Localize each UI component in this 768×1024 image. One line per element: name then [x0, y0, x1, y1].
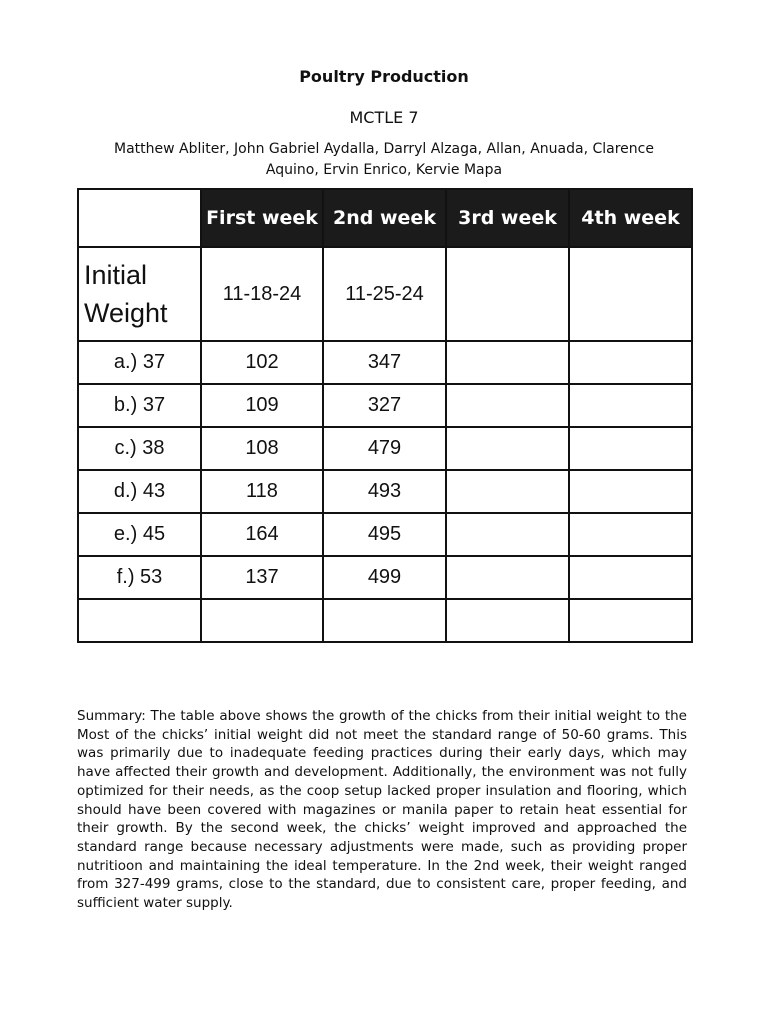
header-3rd-week: 3rd week — [446, 189, 569, 247]
table-cell: c.) 38 — [78, 427, 201, 470]
table-cell: 327 — [323, 384, 446, 427]
table-cell — [569, 599, 692, 642]
table-cell — [569, 513, 692, 556]
table-cell: 11-18-24 — [201, 247, 323, 341]
table-row — [78, 556, 692, 599]
weight-table — [77, 188, 693, 643]
header-2nd-week: 2nd week — [323, 189, 446, 247]
table-cell: 499 — [323, 556, 446, 599]
table-cell: 118 — [201, 470, 323, 513]
table-cell: 108 — [201, 427, 323, 470]
table-cell: 493 — [323, 470, 446, 513]
table-cell — [446, 384, 569, 427]
table-cell — [446, 470, 569, 513]
table-row — [78, 470, 692, 513]
table-cell — [569, 556, 692, 599]
initial-weight-row — [78, 247, 692, 341]
table-row — [78, 427, 692, 470]
table-cell: 164 — [201, 513, 323, 556]
summary-paragraph: Summary: The table above shows the growth of the chicks from their initial weight to the Most of the chicks’ initial weight did not meet the standard range of 50-60 grams. This was primarily due to inadequate feeding practices during their early days, which may have affected their growth and development. Additionally, the environment was not fully optimized for their needs, as the coop setup lacked proper insulation and flooring, which should have been covered with magazines or manila paper to retain heat essential for their growth. By the second week, the chicks’ weight improved and approached the standard range because necessary adjustments were made, such as providing proper nutritioon and maintaining the ideal temperature. In the 2nd week, their weight ranged from 327-499 grams, close to the standard, due to consistent care, proper feeding, and sufficient water supply. — [77, 708, 687, 912]
header-first-week: First week — [201, 189, 323, 247]
table-cell — [569, 427, 692, 470]
table-cell: a.) 37 — [78, 341, 201, 384]
table-row — [78, 384, 692, 427]
table-cell: b.) 37 — [78, 384, 201, 427]
table-cell: d.) 43 — [78, 470, 201, 513]
header-4th-week: 4th week — [569, 189, 692, 247]
table-cell — [323, 599, 446, 642]
table-cell — [446, 513, 569, 556]
table-cell — [569, 247, 692, 341]
table-cell: 109 — [201, 384, 323, 427]
table-cell — [201, 599, 323, 642]
table-header-row — [78, 189, 692, 247]
table-cell: f.) 53 — [78, 556, 201, 599]
table-cell: 347 — [323, 341, 446, 384]
table-cell — [446, 599, 569, 642]
table-cell: 102 — [201, 341, 323, 384]
table-cell — [446, 247, 569, 341]
table-cell — [446, 556, 569, 599]
table-cell — [569, 470, 692, 513]
course-code: MCTLE 7 — [349, 108, 419, 127]
table-cell — [446, 427, 569, 470]
authors-list: Matthew Abliter, John Gabriel Aydalla, Darryl Alzaga, Allan, Anuada, Clarence Aquino, Ervin Enrico, Kervie Mapa — [114, 141, 654, 178]
table-cell — [569, 384, 692, 427]
table-row — [78, 513, 692, 556]
initial-weight-label: Initial Weight — [78, 247, 201, 341]
table-cell — [446, 341, 569, 384]
table-cell — [569, 341, 692, 384]
table-cell: 137 — [201, 556, 323, 599]
table-cell: 11-25-24 — [323, 247, 446, 341]
table-cell: 479 — [323, 427, 446, 470]
table-row — [78, 341, 692, 384]
table-cell: e.) 45 — [78, 513, 201, 556]
document-title: Poultry Production — [299, 67, 469, 86]
table-row-empty — [78, 599, 692, 642]
table-cell: 495 — [323, 513, 446, 556]
table-cell — [78, 599, 201, 642]
header-cell-blank — [78, 189, 201, 247]
